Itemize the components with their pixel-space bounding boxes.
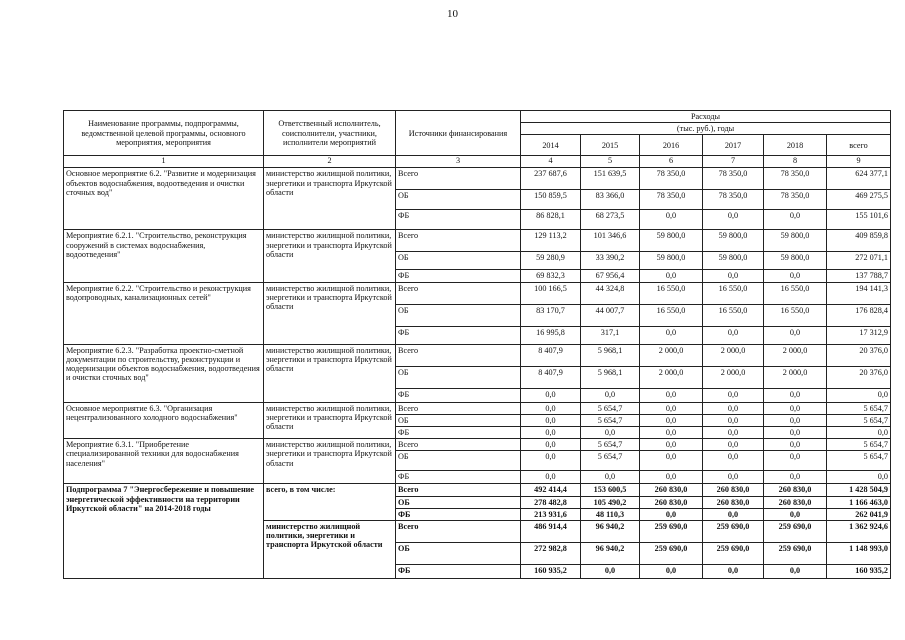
row-source: ОБ — [396, 304, 521, 326]
row-value: 0,0 — [521, 426, 581, 438]
row-value: 262 041,9 — [827, 508, 891, 520]
row-source: Всего — [396, 282, 521, 304]
row-source: Всего — [396, 402, 521, 414]
row-value: 59 800,0 — [764, 252, 827, 270]
row-value: 0,0 — [640, 439, 703, 451]
table-row — [64, 230, 891, 252]
row-value: 272 071,1 — [827, 252, 891, 270]
row-value: 0,0 — [703, 439, 764, 451]
row-value: 1 428 504,9 — [827, 484, 891, 496]
row-value: 153 600,5 — [581, 484, 640, 496]
row-value: 0,0 — [521, 439, 581, 451]
row-executor: министерство жилищной политики, энергетики и транспорта Иркутской области — [264, 282, 396, 344]
row-value: 48 110,3 — [581, 508, 640, 520]
row-value: 0,0 — [640, 388, 703, 402]
row-executor: министерство жилищной политики, энергетики и транспорта Иркутской области — [264, 520, 396, 578]
row-value: 44 007,7 — [581, 304, 640, 326]
row-value: 0,0 — [703, 326, 764, 344]
subprogram-name: Подпрограмма 7 "Энергосбережение и повышение энергетической эффективности на территории Иркутской области" на 2014-2018 годы — [64, 484, 264, 579]
row-value: 5 654,7 — [581, 439, 640, 451]
row-value: 0,0 — [703, 388, 764, 402]
row-value: 83 170,7 — [521, 304, 581, 326]
header-total: всего — [827, 135, 891, 156]
row-name: Мероприятие 6.2.3. "Разработка проектно-сметной документации по строительству, реконструкции и модернизации объектов водоснабжения, водоотведения и очистки сточных вод" — [64, 344, 264, 402]
row-source: ОБ — [396, 414, 521, 426]
row-value: 0,0 — [640, 210, 703, 230]
row-source: ФБ — [396, 388, 521, 402]
row-value: 16 550,0 — [640, 304, 703, 326]
row-value: 469 275,5 — [827, 190, 891, 210]
row-value: 0,0 — [827, 388, 891, 402]
row-value: 155 101,6 — [827, 210, 891, 230]
row-source: ОБ — [396, 451, 521, 471]
row-value: 259 690,0 — [640, 520, 703, 542]
row-source: ФБ — [396, 270, 521, 282]
row-value: 0,0 — [703, 210, 764, 230]
row-value: 105 490,2 — [581, 496, 640, 508]
row-value: 0,0 — [764, 270, 827, 282]
row-value: 409 859,8 — [827, 230, 891, 252]
row-value: 86 828,1 — [521, 210, 581, 230]
row-source: ФБ — [396, 564, 521, 578]
row-executor: министерство жилищной политики, энергетики и транспорта Иркутской области — [264, 439, 396, 484]
row-name: Основное мероприятие 6.3. "Организация нецентрализованного холодного водоснабжения" — [64, 402, 264, 439]
table-row — [64, 168, 891, 190]
row-value: 2 000,0 — [764, 344, 827, 366]
row-value: 2 000,0 — [764, 366, 827, 388]
row-value: 59 280,9 — [521, 252, 581, 270]
header-year: 2015 — [581, 135, 640, 156]
row-source: ОБ — [396, 366, 521, 388]
row-value: 0,0 — [640, 471, 703, 484]
row-value: 129 113,2 — [521, 230, 581, 252]
row-value: 0,0 — [703, 402, 764, 414]
header-executor: Ответственный исполнитель, соисполнители, участники, исполнители мероприятий — [264, 111, 396, 156]
row-value: 33 390,2 — [581, 252, 640, 270]
row-value: 0,0 — [521, 471, 581, 484]
row-value: 0,0 — [521, 402, 581, 414]
row-source: Всего — [396, 484, 521, 496]
row-name: Мероприятие 6.2.1. "Строительство, реконструкция сооружений в системах водоснабжения, водоотведения" — [64, 230, 264, 282]
row-value: 0,0 — [764, 326, 827, 344]
row-value: 260 830,0 — [640, 484, 703, 496]
row-value: 0,0 — [640, 451, 703, 471]
row-source: Всего — [396, 439, 521, 451]
row-value: 260 830,0 — [764, 484, 827, 496]
row-source: ФБ — [396, 326, 521, 344]
table-row — [64, 484, 891, 496]
row-value: 260 830,0 — [640, 496, 703, 508]
row-value: 260 830,0 — [764, 496, 827, 508]
column-index: 5 — [581, 156, 640, 168]
row-source: Всего — [396, 230, 521, 252]
row-value: 0,0 — [764, 508, 827, 520]
row-value: 5 654,7 — [827, 402, 891, 414]
row-value: 0,0 — [827, 426, 891, 438]
row-value: 5 968,1 — [581, 366, 640, 388]
row-value: 272 982,8 — [521, 542, 581, 564]
row-value: 160 935,2 — [521, 564, 581, 578]
row-value: 0,0 — [703, 451, 764, 471]
row-value: 5 654,7 — [827, 414, 891, 426]
row-value: 259 690,0 — [764, 520, 827, 542]
row-value: 78 350,0 — [703, 168, 764, 190]
row-value: 0,0 — [764, 564, 827, 578]
table-row — [64, 402, 891, 414]
header-year: 2014 — [521, 135, 581, 156]
row-value: 260 830,0 — [703, 484, 764, 496]
row-value: 5 654,7 — [581, 414, 640, 426]
row-value: 0,0 — [640, 564, 703, 578]
row-value: 0,0 — [703, 471, 764, 484]
row-source: Всего — [396, 168, 521, 190]
row-value: 78 350,0 — [703, 190, 764, 210]
header-expenses: Расходы — [521, 111, 891, 123]
row-value: 96 940,2 — [581, 542, 640, 564]
row-value: 16 550,0 — [703, 282, 764, 304]
row-value: 176 828,4 — [827, 304, 891, 326]
row-value: 44 324,8 — [581, 282, 640, 304]
row-value: 0,0 — [764, 439, 827, 451]
row-value: 260 830,0 — [703, 496, 764, 508]
row-value: 0,0 — [581, 426, 640, 438]
row-value: 492 414,4 — [521, 484, 581, 496]
row-source: ФБ — [396, 471, 521, 484]
row-value: 0,0 — [764, 388, 827, 402]
row-value: 0,0 — [764, 414, 827, 426]
row-value: 1 148 993,0 — [827, 542, 891, 564]
row-executor: министерство жилищной политики, энергетики и транспорта Иркутской области — [264, 402, 396, 439]
row-value: 0,0 — [764, 471, 827, 484]
row-value: 0,0 — [640, 326, 703, 344]
row-value: 1 166 463,0 — [827, 496, 891, 508]
row-value: 0,0 — [764, 402, 827, 414]
row-value: 0,0 — [581, 388, 640, 402]
row-value: 0,0 — [640, 508, 703, 520]
row-value: 5 654,7 — [827, 439, 891, 451]
column-index: 3 — [396, 156, 521, 168]
column-index: 7 — [703, 156, 764, 168]
row-value: 2 000,0 — [703, 366, 764, 388]
page-number: 10 — [447, 8, 458, 20]
header-name: Наименование программы, подпрограммы, ведомственной целевой программы, основного мероприятия, мероприятия — [64, 111, 264, 156]
row-value: 20 376,0 — [827, 344, 891, 366]
row-value: 68 273,5 — [581, 210, 640, 230]
row-value: 0,0 — [703, 426, 764, 438]
row-value: 624 377,1 — [827, 168, 891, 190]
row-value: 17 312,9 — [827, 326, 891, 344]
row-executor: министерство жилищной политики, энергетики и транспорта Иркутской области — [264, 344, 396, 402]
table-body — [64, 168, 891, 579]
row-value: 0,0 — [827, 471, 891, 484]
table-row — [64, 282, 891, 304]
row-value: 100 166,5 — [521, 282, 581, 304]
row-name: Мероприятие 6.2.2. "Строительство и реконструкция водопроводных, канализационных сетей" — [64, 282, 264, 344]
row-value: 0,0 — [640, 426, 703, 438]
row-value: 59 800,0 — [703, 252, 764, 270]
row-value: 16 550,0 — [764, 304, 827, 326]
row-value: 67 956,4 — [581, 270, 640, 282]
row-source: ОБ — [396, 190, 521, 210]
row-source: ОБ — [396, 542, 521, 564]
column-index: 1 — [64, 156, 264, 168]
column-index: 2 — [264, 156, 396, 168]
row-value: 0,0 — [640, 402, 703, 414]
header-units: (тыс. руб.), годы — [521, 123, 891, 135]
row-executor: министерство жилищной политики, энергетики и транспорта Иркутской области — [264, 168, 396, 230]
row-value: 150 859,5 — [521, 190, 581, 210]
row-source: Всего — [396, 344, 521, 366]
row-value: 5 654,7 — [827, 451, 891, 471]
row-value: 59 800,0 — [764, 230, 827, 252]
row-value: 2 000,0 — [640, 344, 703, 366]
row-value: 317,1 — [581, 326, 640, 344]
row-value: 194 141,3 — [827, 282, 891, 304]
row-source: ОБ — [396, 252, 521, 270]
row-source: ФБ — [396, 508, 521, 520]
row-value: 0,0 — [521, 388, 581, 402]
header-year: 2017 — [703, 135, 764, 156]
table-row — [64, 344, 891, 366]
column-index: 8 — [764, 156, 827, 168]
row-value: 16 550,0 — [764, 282, 827, 304]
row-source: Всего — [396, 520, 521, 542]
row-value: 259 690,0 — [703, 542, 764, 564]
row-value: 59 800,0 — [640, 230, 703, 252]
table-row — [64, 439, 891, 451]
row-value: 8 407,9 — [521, 366, 581, 388]
row-value: 278 482,8 — [521, 496, 581, 508]
row-value: 0,0 — [703, 414, 764, 426]
row-value: 0,0 — [640, 414, 703, 426]
header-year: 2018 — [764, 135, 827, 156]
row-value: 5 654,7 — [581, 402, 640, 414]
row-value: 0,0 — [581, 564, 640, 578]
row-value: 101 346,6 — [581, 230, 640, 252]
expenses-table — [63, 110, 891, 579]
column-index: 4 — [521, 156, 581, 168]
row-value: 259 690,0 — [703, 520, 764, 542]
row-executor: всего, в том числе: — [264, 484, 396, 521]
row-value: 83 366,0 — [581, 190, 640, 210]
header-year: 2016 — [640, 135, 703, 156]
row-executor: министерство жилищной политики, энергетики и транспорта Иркутской области — [264, 230, 396, 282]
row-value: 59 800,0 — [703, 230, 764, 252]
row-value: 0,0 — [581, 471, 640, 484]
row-value: 151 639,5 — [581, 168, 640, 190]
row-value: 0,0 — [764, 426, 827, 438]
row-value: 137 788,7 — [827, 270, 891, 282]
row-value: 5 968,1 — [581, 344, 640, 366]
row-value: 259 690,0 — [640, 542, 703, 564]
row-source: ФБ — [396, 426, 521, 438]
row-value: 259 690,0 — [764, 542, 827, 564]
row-value: 96 940,2 — [581, 520, 640, 542]
row-value: 0,0 — [764, 451, 827, 471]
row-value: 486 914,4 — [521, 520, 581, 542]
row-value: 2 000,0 — [703, 344, 764, 366]
row-value: 0,0 — [521, 414, 581, 426]
column-index: 6 — [640, 156, 703, 168]
row-value: 0,0 — [703, 270, 764, 282]
row-value: 5 654,7 — [581, 451, 640, 471]
row-value: 78 350,0 — [764, 190, 827, 210]
row-value: 78 350,0 — [764, 168, 827, 190]
row-value: 78 350,0 — [640, 190, 703, 210]
row-value: 16 995,8 — [521, 326, 581, 344]
row-value: 160 935,2 — [827, 564, 891, 578]
row-name: Основное мероприятие 6.2. "Развитие и модернизация объектов водоснабжения, водоотведения и очистки сточных вод" — [64, 168, 264, 230]
row-value: 213 931,6 — [521, 508, 581, 520]
row-value: 78 350,0 — [640, 168, 703, 190]
row-value: 16 550,0 — [703, 304, 764, 326]
row-value: 16 550,0 — [640, 282, 703, 304]
row-source: ОБ — [396, 496, 521, 508]
row-value: 20 376,0 — [827, 366, 891, 388]
row-value: 0,0 — [521, 451, 581, 471]
row-value: 2 000,0 — [640, 366, 703, 388]
row-name: Мероприятие 6.3.1. "Приобретение специализированной техники для водоснабжения населения" — [64, 439, 264, 484]
row-value: 59 800,0 — [640, 252, 703, 270]
row-value: 8 407,9 — [521, 344, 581, 366]
row-value: 69 832,3 — [521, 270, 581, 282]
row-value: 0,0 — [703, 564, 764, 578]
row-value: 237 687,6 — [521, 168, 581, 190]
row-source: ФБ — [396, 210, 521, 230]
row-value: 0,0 — [764, 210, 827, 230]
row-value: 1 362 924,6 — [827, 520, 891, 542]
column-index: 9 — [827, 156, 891, 168]
row-value: 0,0 — [703, 508, 764, 520]
row-value: 0,0 — [640, 270, 703, 282]
header-source: Источники финансирования — [396, 111, 521, 156]
